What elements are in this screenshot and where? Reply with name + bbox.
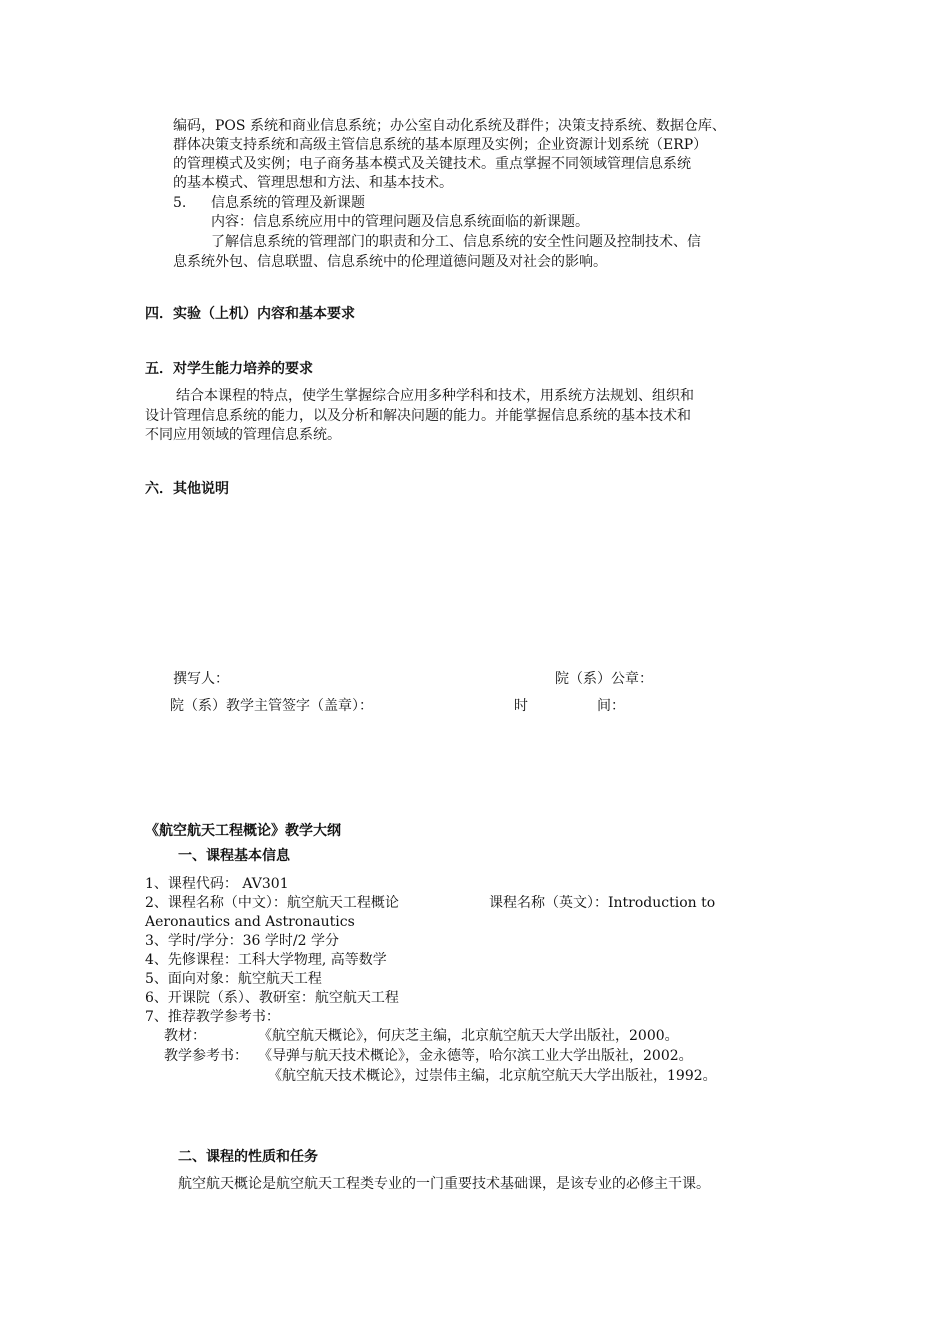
course-prereq: 4、先修课程：工科大学物理, 高等数学 bbox=[145, 952, 387, 968]
paragraph-line: 结合本课程的特点，使学生掌握综合应用多种学科和技术，用系统方法规划、组织和 bbox=[176, 388, 694, 404]
course-name-en-cont: Aeronautics and Astronautics bbox=[145, 914, 355, 930]
textbook-entry: 《航空航天概论》，何庆芝主编，北京航空航天大学出版社，2000。 bbox=[258, 1028, 679, 1044]
paragraph-line: 设计管理信息系统的能力，以及分析和解决问题的能力。并能掌握信息系统的基本技术和 bbox=[145, 408, 691, 424]
section-heading-nature: 二、课程的性质和任务 bbox=[178, 1149, 318, 1165]
list-item-content: 内容：信息系统应用中的管理问题及信息系统面临的新课题。 bbox=[211, 214, 589, 230]
course-audience: 5、面向对象：航空航天工程 bbox=[145, 971, 322, 987]
paragraph-line: 不同应用领域的管理信息系统。 bbox=[145, 427, 341, 443]
course-name-cn: 2、课程名称（中文）：航空航天工程概论 bbox=[145, 895, 399, 911]
course-name-en: 课程名称（英文）：Introduction to bbox=[489, 895, 716, 911]
section-heading-basic-info: 一、课程基本信息 bbox=[178, 848, 290, 864]
paragraph-line: 群体决策支持系统和高级主管信息系统的基本原理及实例；企业资源计划系统（ERP） bbox=[173, 137, 708, 153]
document-title: 《航空航天工程概论》教学大纲 bbox=[145, 823, 341, 839]
signature-writer-label: 撰写人： bbox=[173, 671, 229, 687]
paragraph-line: 息系统外包、信息联盟、信息系统中的伦理道德问题及对社会的影响。 bbox=[173, 254, 607, 270]
paragraph-line: 航空航天概论是航空航天工程类专业的一门重要技术基础课，是该专业的必修主干课。 bbox=[178, 1176, 710, 1192]
section-heading-lab: 四．实验（上机）内容和基本要求 bbox=[145, 306, 355, 322]
course-code: 1、课程代码： AV301 bbox=[145, 876, 289, 892]
course-hours: 3、学时/学分：36 学时/2 学分 bbox=[145, 933, 339, 949]
section-heading-ability: 五．对学生能力培养的要求 bbox=[145, 361, 313, 377]
reference-entry: 《导弹与航天技术概论》，金永德等，哈尔滨工业大学出版社，2002。 bbox=[258, 1048, 693, 1064]
reference-entry: 《航空航天技术概论》，过崇伟主编，北京航空航天大学出版社，1992。 bbox=[268, 1068, 717, 1084]
textbook-label: 教材： bbox=[164, 1028, 206, 1044]
paragraph-line: 编码，POS 系统和商业信息系统；办公室自动化系统及群件；决策支持系统、数据仓库、 bbox=[173, 118, 726, 134]
list-item-number: 5. bbox=[173, 195, 187, 211]
signature-supervisor-label: 院（系）教学主管签字（盖章）： bbox=[170, 698, 373, 714]
section-heading-other: 六．其他说明 bbox=[145, 481, 229, 497]
paragraph-line: 的基本模式、管理思想和方法、和基本技术。 bbox=[173, 175, 453, 191]
paragraph-line: 的管理模式及实例；电子商务基本模式及关键技术。重点掌握不同领域管理信息系统 bbox=[173, 156, 691, 172]
paragraph-line: 了解信息系统的管理部门的职责和分工、信息系统的安全性问题及控制技术、信 bbox=[211, 234, 701, 250]
course-refs-title: 7、推荐教学参考书： bbox=[145, 1009, 280, 1025]
list-item-title: 信息系统的管理及新课题 bbox=[211, 195, 365, 211]
signature-time-label: 时 bbox=[514, 698, 528, 714]
reference-label: 教学参考书： bbox=[164, 1048, 248, 1064]
signature-time-label-end: 间： bbox=[597, 698, 625, 714]
course-dept: 6、开课院（系）、教研室：航空航天工程 bbox=[145, 990, 399, 1006]
signature-seal-label: 院（系）公章： bbox=[555, 671, 653, 687]
